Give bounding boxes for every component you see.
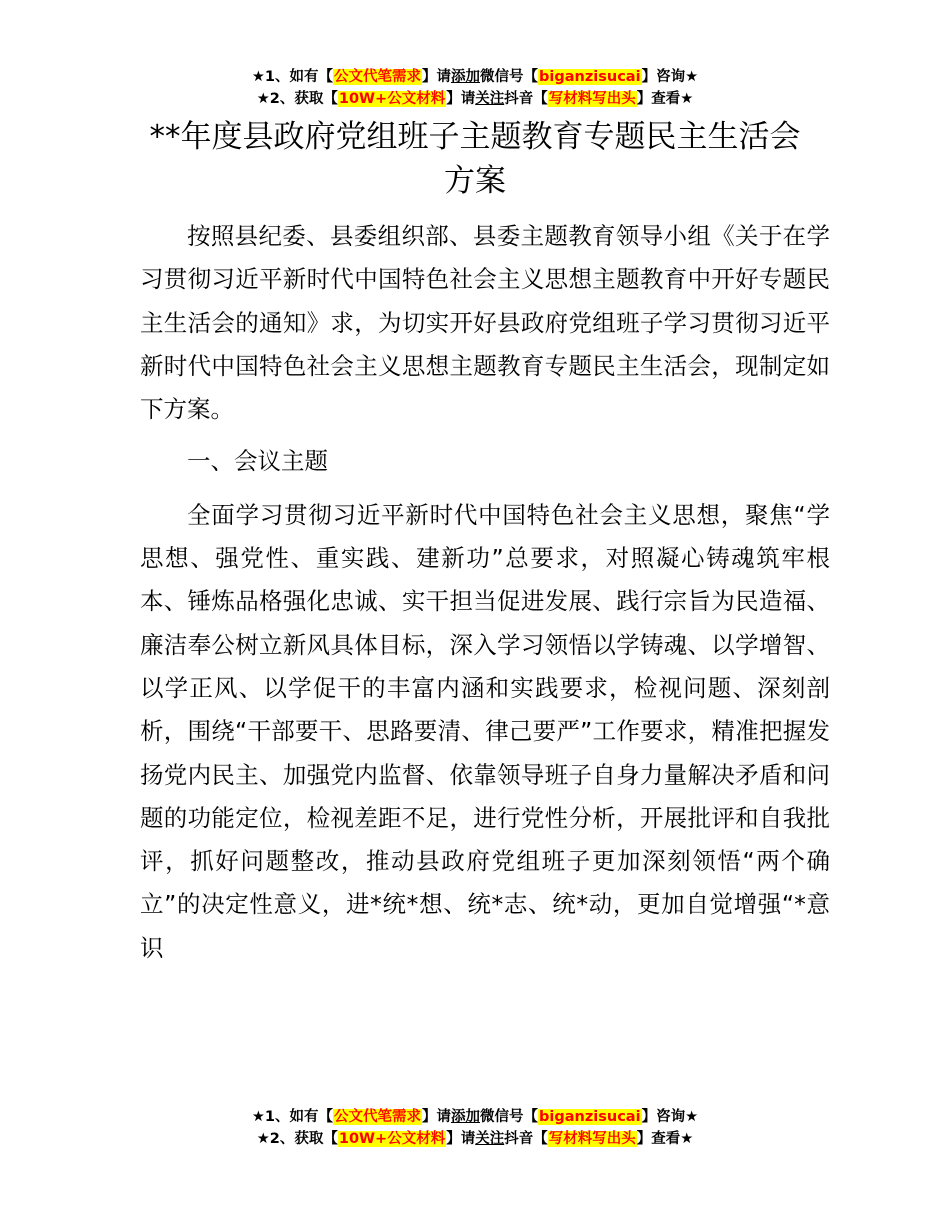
section-heading: 一、会议主题 (187, 447, 328, 476)
banner-highlight: biganzisucai (539, 69, 641, 85)
banner-line-2 (0, 1128, 950, 1150)
banner-text: ★1、如有【 (251, 69, 334, 85)
banner-text: 】请 (446, 1131, 476, 1147)
footer-banner (0, 1106, 950, 1150)
banner-text: 】请 (422, 69, 452, 85)
banner-underline: 添加 (451, 1109, 481, 1125)
banner-text: ★1、如有【 (251, 1109, 334, 1125)
banner-highlight: 公文代笔需求 (334, 69, 422, 85)
banner-highlight: biganzisucai (539, 1109, 641, 1125)
banner-highlight: 写材料写出头 (548, 91, 636, 107)
banner-line-1 (0, 1106, 950, 1128)
banner-text: 】请 (446, 91, 476, 107)
banner-text: 】咨询★ (641, 1109, 699, 1125)
banner-text: 】咨询★ (641, 69, 699, 85)
banner-line-1 (0, 66, 950, 88)
banner-highlight: 公文代笔需求 (334, 1109, 422, 1125)
banner-line-2 (0, 88, 950, 110)
banner-text: 微信号【 (480, 69, 539, 85)
document-title: **年度县政府党组班子主题教育专题民主生活会方案 (149, 119, 801, 199)
intro-paragraph: 按照县纪委、县委组织部、县委主题教育领导小组《关于在学习贯彻习近平新时代中国特色社会主义思想主题教育中开好专题民主生活会的通知》求，为切实开好县政府党组班子学习贯彻习近平新时代中国特色社会主义思想主题教育专题民主生活会，现制定如下方案。 (140, 222, 830, 424)
banner-text: 微信号【 (480, 1109, 539, 1125)
banner-text: 抖音【 (504, 91, 548, 107)
banner-text: 】查看★ (636, 91, 694, 107)
banner-text: ★2、获取【 (256, 1131, 338, 1147)
banner-underline: 关注 (475, 1131, 505, 1147)
banner-highlight: 10W+公文材料 (338, 1131, 446, 1147)
banner-underline: 关注 (475, 91, 505, 107)
banner-highlight: 10W+公文材料 (338, 91, 446, 107)
header-banner (0, 66, 950, 110)
banner-underline: 添加 (451, 69, 481, 85)
banner-highlight: 写材料写出头 (548, 1131, 636, 1147)
banner-text: ★2、获取【 (256, 91, 338, 107)
document-body (140, 215, 830, 970)
banner-text: 抖音【 (504, 1131, 548, 1147)
body-paragraph: 全面学习贯彻习近平新时代中国特色社会主义思想，聚焦“学思想、强党性、重实践、建新功”总要求，对照凝心铸魂筑牢根本、锤炼品格强化忠诚、实干担当促进发展、践行宗旨为民造福、廉洁奉公树立新风具体目标，深入学习领悟以学铸魂、以学增智、以学正风、以学促干的丰富内涵和实践要求，检视问题、深刻剖析，围绕“干部要干、思路要清、律己要严”工作要求，精准把握发扬党内民主、加强党内监督、依靠领导班子自身力量解决矛盾和问题的功能定位，检视差距不足，进行党性分析，开展批评和自我批评，抓好问题整改，推动县政府党组班子更加深刻领悟“两个确立”的决定性意义，进*统*想、统*志、统*动，更加自觉增强“*意识 (140, 500, 830, 962)
banner-text: 】查看★ (636, 1131, 694, 1147)
banner-text: 】请 (422, 1109, 452, 1125)
